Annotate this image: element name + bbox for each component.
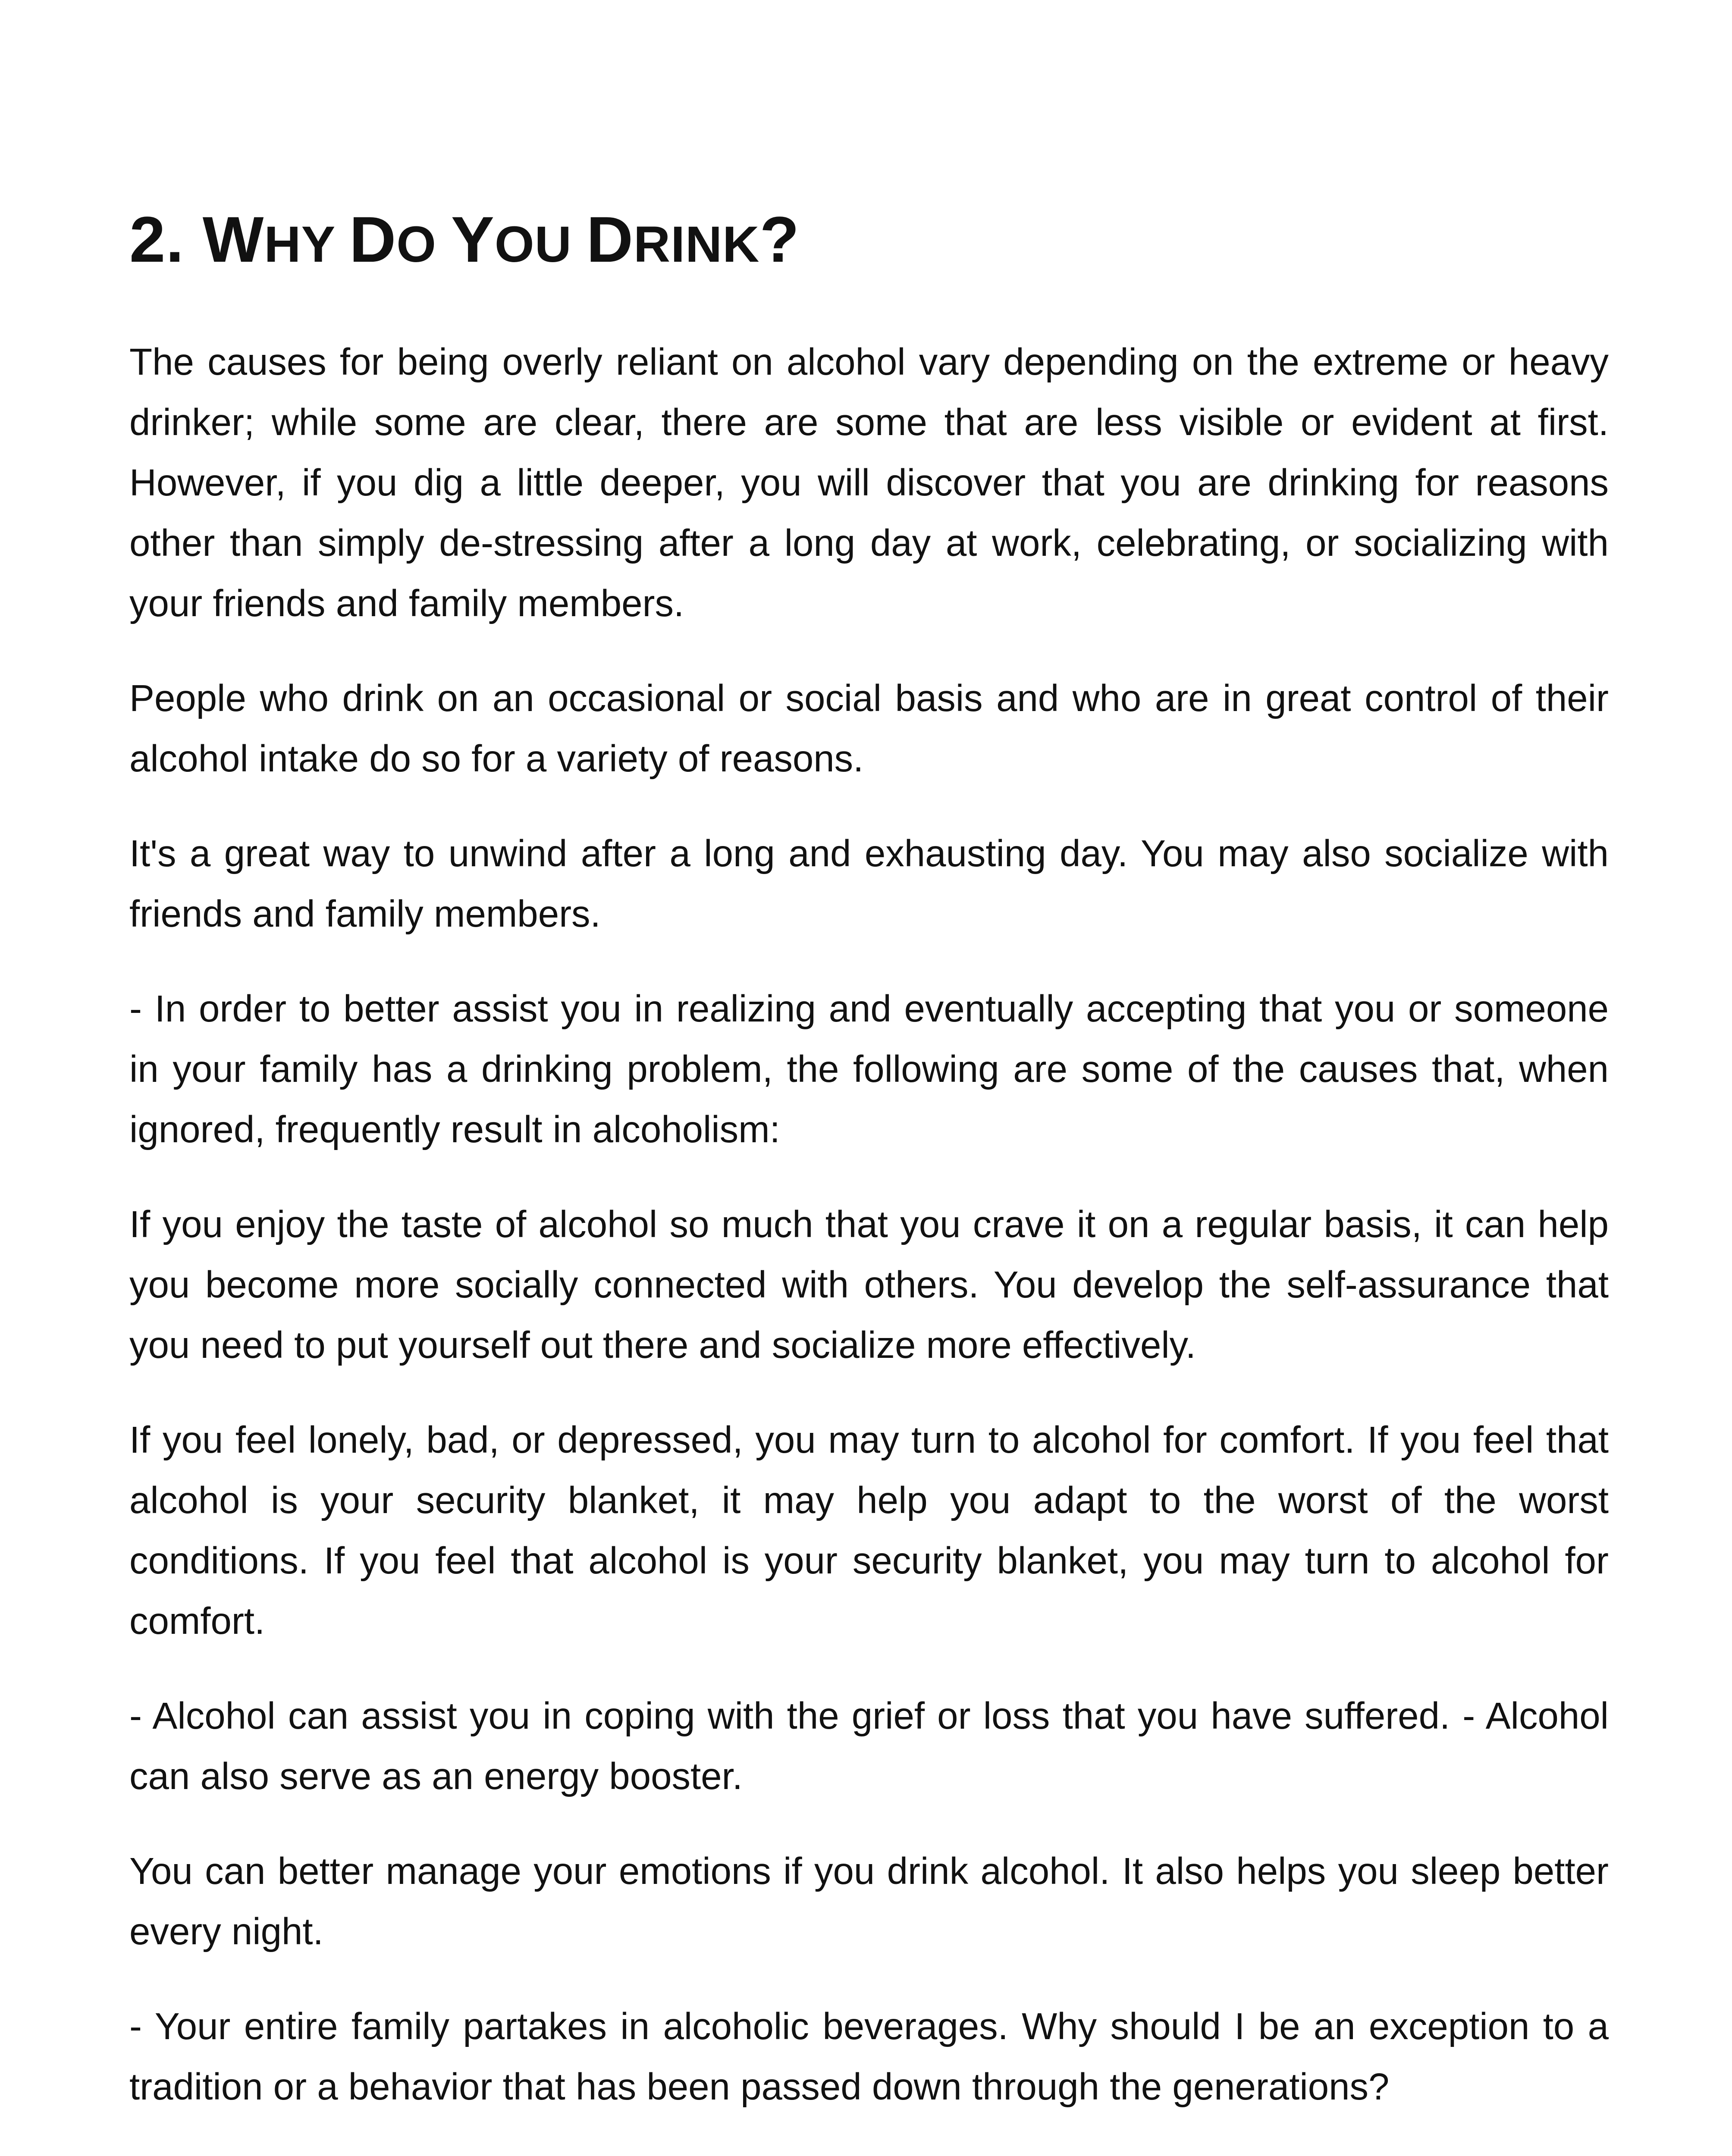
paragraph: If you enjoy the taste of alcohol so much that you crave it on a regular basis, it can help you become more socially connected with others. You develop the self-assurance that you need to put yourself out there and socialize more effectively.: [129, 1203, 1609, 1366]
chapter-heading: [129, 198, 800, 285]
paragraph: People who drink on an occasional or social basis and who are in great control of their alcohol intake do so for a variety of reasons.: [129, 677, 1609, 780]
paragraph: You can better manage your emotions if you drink alcohol. It also helps you sleep better every night.: [129, 1850, 1609, 1952]
paragraph: [129, 2152, 1609, 2156]
heading-cap-d: D: [349, 203, 397, 276]
heading-smallcaps-y: OU: [494, 216, 587, 273]
heading-cap-w: W: [202, 203, 264, 276]
paragraph: It's a great way to unwind after a long and exhausting day. You may also socialize with friends and family members.: [129, 833, 1609, 935]
paragraph: - In order to better assist you in realizing and eventually accepting that you or someone in your family has a drinking problem, the following are some of the causes that, when ignored, frequently result in alcoholism:: [129, 988, 1609, 1150]
body-text: [129, 332, 1609, 2156]
paragraph: - Alcohol can assist you in coping with the grief or loss that you have suffered. - Alcohol can also serve as an energy booster.: [129, 1695, 1609, 1797]
heading-question-mark: ?: [759, 203, 800, 276]
paragraph: The causes for being overly reliant on alcohol vary depending on the extreme or heavy drinker; while some are clear, there are some that are less visible or evident at first. However, if you dig a little deeper, you will discover that you are drinking for reasons other than simply de-stressing after a long day at work, celebrating, or socializing with your friends and family members.: [129, 341, 1609, 624]
heading-number: 2.: [129, 203, 203, 276]
heading-smallcaps-d: O: [396, 216, 451, 273]
paragraph: - Your entire family partakes in alcoholic beverages. Why should I be an exception to a tradition or a behavior that has been passed down through the generations?: [129, 2006, 1609, 2108]
paragraph: If you feel lonely, bad, or depressed, you may turn to alcohol for comfort. If you feel that alcohol is your security blanket, it may help you adapt to the worst of the worst conditions. If you feel that alcohol is your security blanket, you may turn to alcohol for comfort.: [129, 1419, 1609, 1642]
heading-smallcaps-w: HY: [264, 216, 349, 273]
heading-cap-y: Y: [451, 203, 495, 276]
heading-cap-drink: D: [586, 203, 634, 276]
heading-smallcaps-drink: RINK: [634, 216, 760, 273]
